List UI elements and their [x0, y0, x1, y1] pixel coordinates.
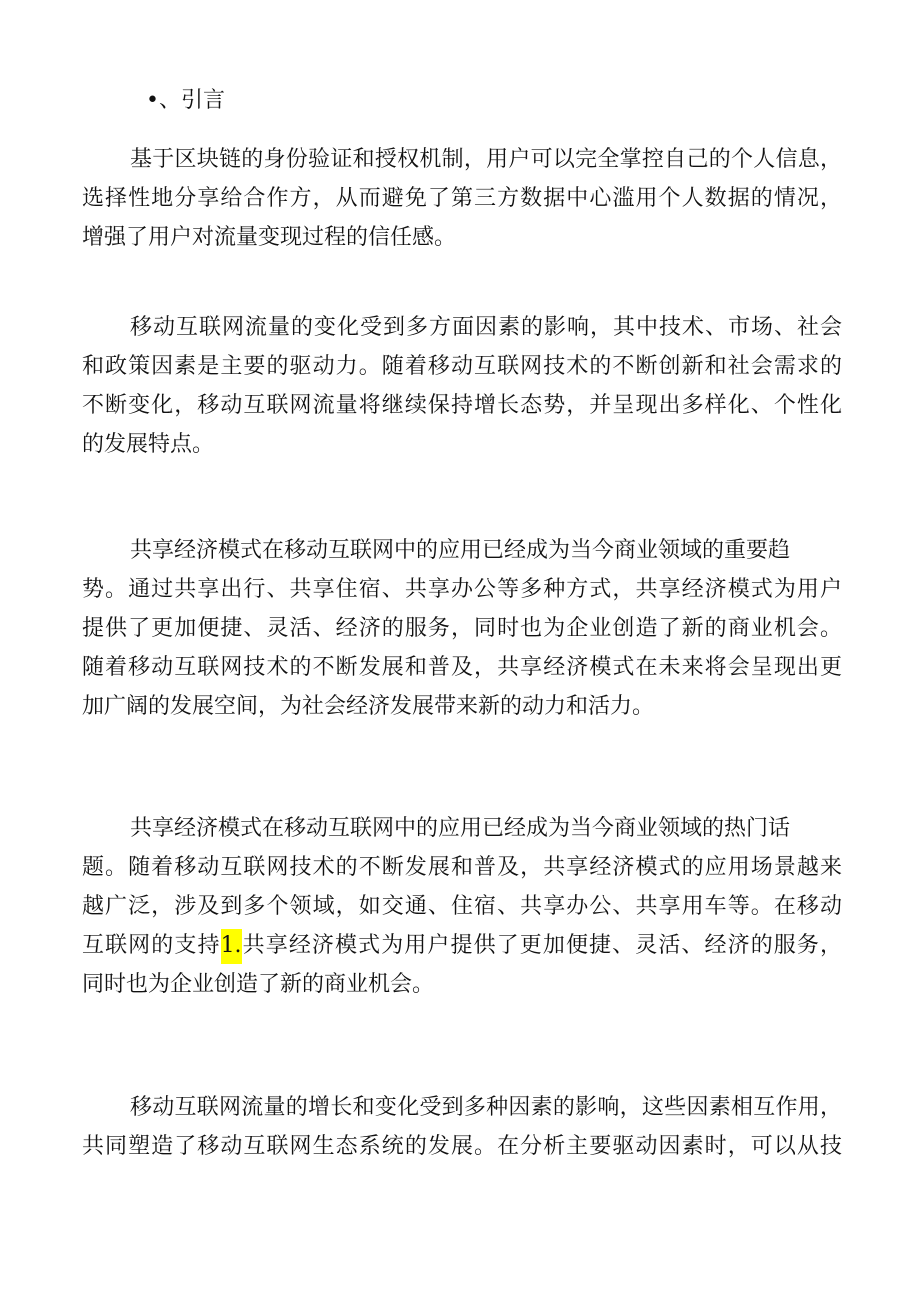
heading-bullet: •	[146, 88, 159, 113]
paragraph-line: 基于区块链的身份验证和授权机制，用户可以完全掌控自己的个人信息，	[130, 147, 842, 172]
paragraph-2	[82, 308, 842, 464]
paragraph-line: 的发展特点。	[82, 432, 215, 457]
text-after-highlight: 共享经济模式为用户提供了更加便捷、灵活、经济的服务，	[241, 933, 842, 958]
paragraph-line: 移动互联网流量的变化受到多方面因素的影响，其中技术、市场、社会	[130, 315, 842, 340]
paragraph-1	[82, 140, 842, 257]
paragraph-4	[82, 809, 842, 1004]
paragraph-3	[82, 531, 842, 726]
paragraph-line: 共享经济模式在移动互联网中的应用已经成为当今商业领域的重要趋	[130, 538, 791, 563]
paragraph-line: 势。通过共享出行、共享住宿、共享办公等多种方式，共享经济模式为用户	[82, 577, 842, 602]
paragraph-line: 共同塑造了移动互联网生态系统的发展。在分析主要驱动因素时，可以从技	[82, 1134, 842, 1159]
paragraph-line: 题。随着移动互联网技术的不断发展和普及，共享经济模式的应用场景越来	[82, 855, 842, 880]
section-heading	[146, 84, 225, 118]
paragraph-line: 移动互联网流量的增长和变化受到多种因素的影响，这些因素相互作用，	[130, 1095, 842, 1120]
text-before-highlight: 互联网的支持	[82, 933, 221, 958]
paragraph-line: 越广泛，涉及到多个领域，如交通、住宿、共享办公、共享用车等。在移动	[82, 894, 842, 919]
highlighted-text: 1.	[221, 929, 242, 964]
paragraph-line: 共享经济模式在移动互联网中的应用已经成为当今商业领域的热门话	[130, 816, 791, 841]
paragraph-line: 提供了更加便捷、灵活、经济的服务，同时也为企业创造了新的商业机会。	[82, 616, 842, 641]
paragraph-line: 随着移动互联网技术的不断发展和普及，共享经济模式在未来将会呈现出更	[82, 655, 842, 680]
paragraph-line: 增强了用户对流量变现过程的信任感。	[82, 225, 457, 250]
paragraph-line: 和政策因素是主要的驱动力。随着移动互联网技术的不断创新和社会需求的	[82, 354, 842, 379]
paragraph-line: 加广阔的发展空间，为社会经济发展带来新的动力和活力。	[82, 694, 655, 719]
paragraph-line-highlighted	[82, 926, 842, 965]
paragraph-5	[82, 1088, 842, 1166]
heading-text: 、引言	[158, 88, 225, 113]
paragraph-line: 选择性地分享给合作方，从而避免了第三方数据中心滥用个人数据的情况，	[82, 186, 842, 211]
paragraph-line: 同时也为企业创造了新的商业机会。	[82, 972, 435, 997]
paragraph-line: 不断变化，移动互联网流量将继续保持增长态势，并呈现出多样化、个性化	[82, 393, 842, 418]
